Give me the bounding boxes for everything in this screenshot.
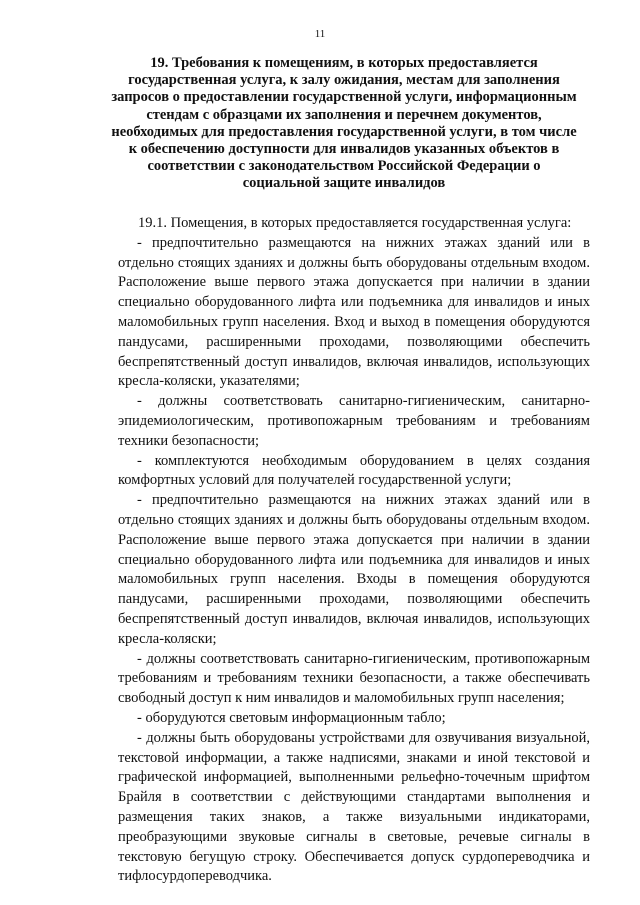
list-item: - должны соответствовать санитарно-гигиеническим, санитарно-эпидемиологическим, противопожарным требованиям и требованиям техники безопасности; bbox=[118, 393, 590, 449]
list-item: - должны соответствовать санитарно-гигиеническим, противопожарным требованиям и требованиям техники безопасности, а также обеспечивать свободный доступ к ним инвалидов и маломобильных групп населения; bbox=[118, 650, 590, 707]
list-item: - предпочтительно размещаются на нижних этажах зданий или в отдельно стоящих зданиях и должны быть оборудованы отдельным входом. Расположение выше первого этажа допускается при наличии в здании специально оборудованного лифта или подъемника для инвалидов и иных маломобильных групп населения. Вход и выход в помещения оборудуются пандусами, расширенными проходами, позволяющими обеспечить беспрепятственный доступ инвалидов, включая инвалидов, использующих кресла-коляски, указателями; bbox=[118, 234, 590, 390]
list-item: - комплектуются необходимым оборудованием в целях создания комфортных условий для получателей государственной услуги; bbox=[118, 452, 590, 489]
list-item: - предпочтительно размещаются на нижних этажах зданий или в отдельно стоящих зданиях и должны быть оборудованы отдельным входом. Расположение выше первого этажа допускается при наличии в здании специально оборудованного лифта или подъемника для инвалидов и иных маломобильных групп населения. Входы в помещения оборудуются пандусами, расширенными проходами, позволяющими обеспечить беспрепятственный доступ инвалидов, включая инвалидов, использующих кресла-коляски; bbox=[118, 492, 590, 647]
intro-paragraph: 19.1. Помещения, в которых предоставляется государственная услуга: bbox=[138, 215, 572, 231]
list-item: - оборудуются световым информационным табло; bbox=[137, 709, 446, 726]
page-number: 11 bbox=[314, 28, 326, 40]
section-title: 19. Требования к помещениям, в которых предоставляется государственная услуга, к залу ожидания, местам для заполнения запросов о предоставлении государственной услуги, информационным стендам с образцами их заполнения и перечнем документов, необходимых для предоставления государственной услуги, в том числе к обеспечению доступности для инвалидов указанных объектов в соответствии с законодательством Российской Федерации о социальной защите инвалидов bbox=[111, 55, 577, 192]
list-item: - должны быть оборудованы устройствами для озвучивания визуальной, текстовой информации, а также надписями, знаками и иной текстовой и графической информацией, выполненными рельефно-точечным шрифтом Брайля в соответствии с действующими стандартами выполнения и размещения таких знаков, а также визуальными индикаторами, преобразующими звуковые сигналы в световые, речевые сигналы в текстовую бегущую строку. Обеспечивается допуск сурдопереводчика и тифлосурдопереводчика. bbox=[118, 729, 590, 885]
section-body bbox=[118, 214, 590, 887]
